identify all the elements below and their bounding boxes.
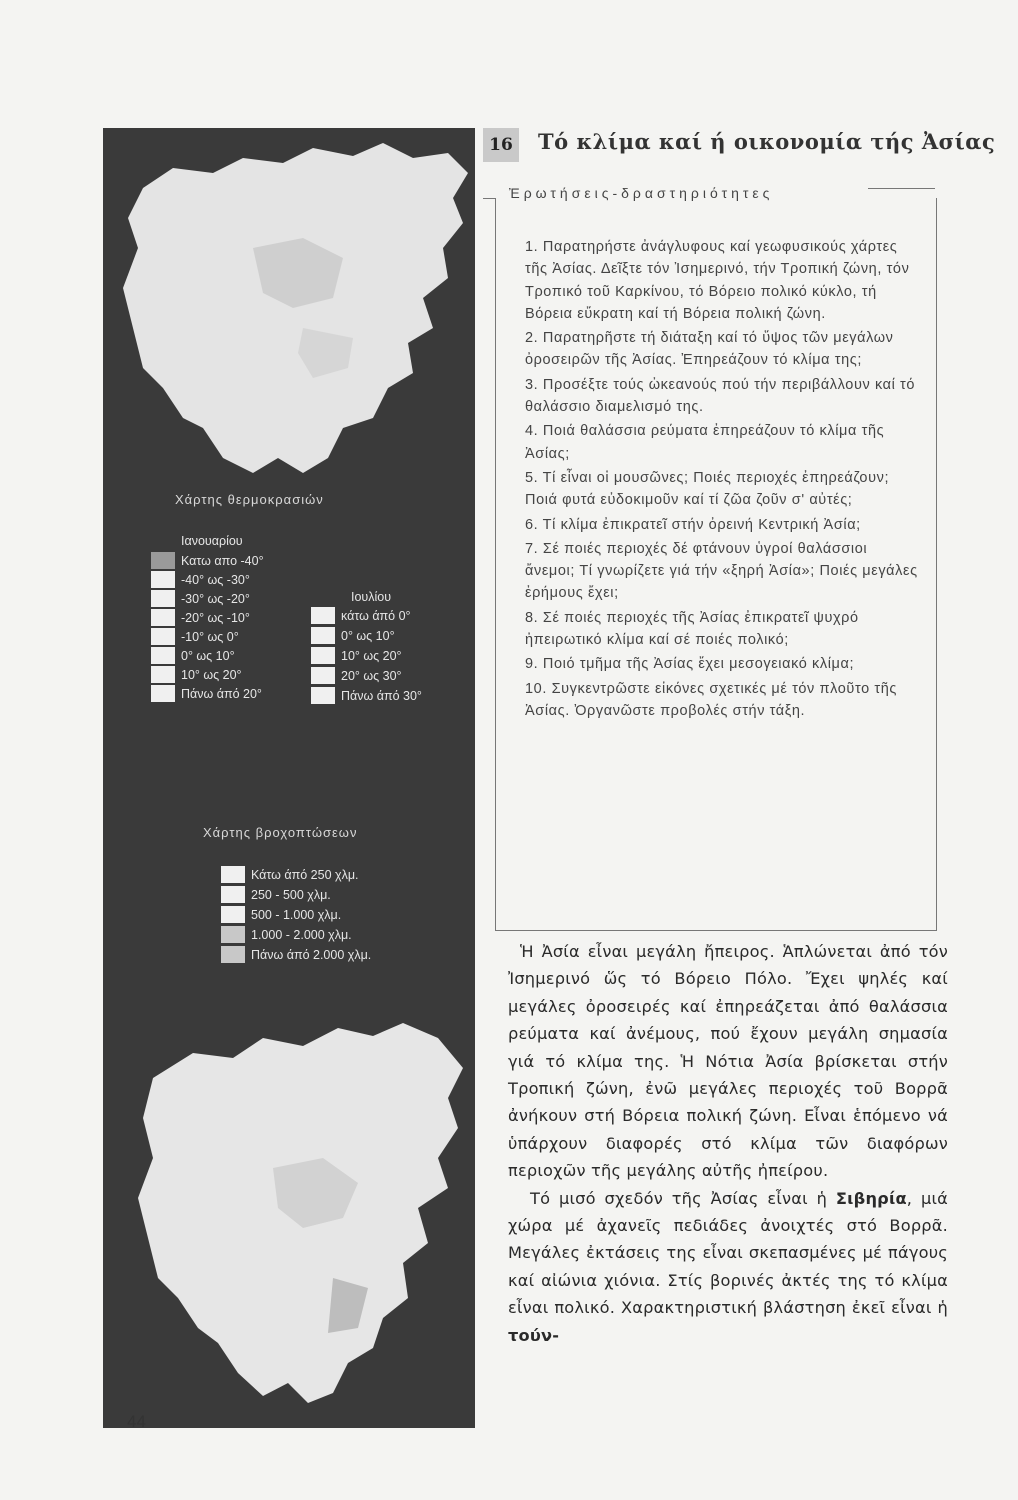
- question-item: 4. Ποιά θαλάσσια ρεύματα ἐπηρεάζουν τό κλίμα τῆς Ἀσίας;: [525, 423, 885, 462]
- question-item: 8. Σέ ποιές περιοχές τῆς Ἀσίας ἐπικρατεῖ ψυχρό ἠπειρωτικό κλίμα καί σέ ποιές πολικό;: [525, 609, 859, 649]
- january-legend-item: -40° ως -30°: [151, 571, 250, 588]
- bold-term: τούν-: [508, 1325, 560, 1345]
- legend-swatch: [311, 667, 335, 684]
- lesson-number: 16: [483, 128, 519, 162]
- july-legend-item: 20° ως 30°: [311, 667, 402, 684]
- question-item: 3. Προσέξτε τούς ὠκεανούς πού τήν περιβάλλουν καί τό θαλάσσιο διαμελισμό της.: [525, 376, 916, 416]
- rainfall-legend-item: 500 - 1.000 χλμ.: [221, 906, 341, 923]
- bold-term: Σιβηρία: [835, 1188, 907, 1208]
- question-item: 5. Τί εἶναι οἱ μουσῶνες; Ποιές περιοχές ἐπηρεάζουν; Ποιά φυτά εὐδοκιμοῦν καί τί ζῶα ζοῦν σ' αὐτές;: [525, 469, 890, 509]
- body-paragraph: Τό μισό σχεδόν τῆς Ἀσίας εἶναι ἡ Σιβηρία, μιά χώρα μέ ἀχανεῖς πεδιάδες ἀνοιχτές στό Βορρᾶ. Μεγάλες ἐκτάσεις της εἶναι σκεπασμένες μέ πάγους καί αἰώνια χιόνια. Στίς βορινές ἀκτές της τό κλίμα εἶναι πολικό. Χαρακτηριστική βλάστηση ἐκεῖ εἶναι ἡ τούν-: [508, 1188, 948, 1345]
- legend-swatch: [151, 590, 175, 607]
- july-legend-title: Ιουλίου: [351, 590, 392, 604]
- legend-swatch: [151, 666, 175, 683]
- january-legend-item: -10° ως 0°: [151, 628, 239, 645]
- rainfall-legend-item: 1.000 - 2.000 χλμ.: [221, 926, 352, 943]
- legend-swatch: [221, 906, 245, 923]
- legend-swatch: [151, 647, 175, 664]
- legend-swatch: [311, 627, 335, 644]
- question-item: 2. Παρατηρῆστε τή διάταξη καί τό ὕψος τῶν μεγάλων ὀροσειρῶν τῆς Ἀσίας. Ἐπηρεάζουν τό κλίμα της;: [525, 330, 894, 369]
- legend-swatch: [151, 628, 175, 645]
- question-item: 10. Συγκεντρῶστε εἰκόνες σχετικές μέ τόν πλοῦτο τῆς Ἀσίας. Ὀργανῶστε προβολές στήν τάξη.: [525, 680, 897, 719]
- july-legend-item: 0° ως 10°: [311, 627, 395, 644]
- rainfall-legend-item: Πάνω άπό 2.000 χλμ.: [221, 946, 371, 963]
- questions-list: [525, 236, 920, 724]
- page-number: 44: [127, 1412, 146, 1431]
- questions-box-top-right-rule: [868, 188, 935, 189]
- january-legend-item: Κατω απο -40°: [151, 552, 264, 569]
- january-legend-title: Ιανουαρίου: [181, 534, 243, 548]
- legend-swatch: [151, 552, 175, 569]
- question-item: 7. Σέ ποιές περιοχές δέ φτάνουν ὑγροί θαλάσσιοι ἄνεμοι; Τί γνωρίζετε γιά τήν «ξηρή Ἀσία»; Ποιές μεγάλες ἐρήμους ἔχει;: [525, 540, 918, 602]
- january-legend-item: -20° ως -10°: [151, 609, 250, 626]
- page-title: Τό κλίμα καί ή οικονομία τής Ἀσίας: [538, 129, 996, 154]
- legend-swatch: [311, 607, 335, 624]
- july-legend-item: κάτω άπό 0°: [311, 607, 411, 624]
- question-item: 6. Τί κλίμα ἐπικρατεῖ στήν ὀρεινή Κεντρική Ἀσία;: [525, 516, 861, 533]
- legend-swatch: [221, 866, 245, 883]
- temperature-map-caption: Χάρτης θερμοκρασιών: [175, 492, 324, 507]
- rainfall-legend-item: 250 - 500 χλμ.: [221, 886, 331, 903]
- january-legend-item: 0° ως 10°: [151, 647, 235, 664]
- legend-swatch: [151, 571, 175, 588]
- body-text: [508, 938, 948, 1349]
- questions-heading: Ἐρωτήσεις-δραστηριότητες: [505, 185, 777, 201]
- body-paragraph: Ἡ Ἀσία εἶναι μεγάλη ἤπειρος. Ἁπλώνεται ἀπό τόν Ἰσημερινό ὥς τό Βόρειο Πόλο. Ἔχει ψηλές καί μεγάλες ὀροσειρές καί ἐπηρεάζεται ἀπό θαλάσσια ρεύματα καί ἀνέμους, πού ἔχουν μεγάλη σημασία γιά τό κλίμα της. Ἡ Νότια Ἀσία βρίσκεται στήν Τροπική ζώνη, ἐνῶ μεγάλες περιοχές τοῦ Βορρᾶ ἀνήκουν στή Βόρεια πολική ζώνη. Εἶναι ἑπόμενο νά ὑπάρχουν διαφορές στό κλίμα τῶν διαφόρων περιοχῶν τῆς μεγάλης αὐτῆς ἠπείρου.: [508, 942, 948, 1181]
- legend-swatch: [311, 687, 335, 704]
- rainfall-legend-item: Κάτω άπό 250 χλμ.: [221, 866, 359, 883]
- july-legend-item: Πάνω άπό 30°: [311, 687, 422, 704]
- january-legend-item: Πάνω άπό 20°: [151, 685, 262, 702]
- legend-swatch: [221, 946, 245, 963]
- january-legend-item: -30° ως -20°: [151, 590, 250, 607]
- map-column: [103, 128, 475, 1428]
- legend-swatch: [311, 647, 335, 664]
- legend-swatch: [221, 886, 245, 903]
- question-item: 9. Ποιό τμῆμα τῆς Ἀσίας ἔχει μεσογειακό κλίμα;: [525, 656, 855, 673]
- legend-swatch: [221, 926, 245, 943]
- asia-rainfall-map: [103, 998, 475, 1428]
- question-item: 1. Παρατηρήστε ἀνάγλυφους καί γεωφυσικούς χάρτες τῆς Ἀσίας. Δεῖξτε τόν Ἰσημερινό, τήν Τροπική ζώνη, τόν Τροπικό τοῦ Καρκίνου, τό Βόρειο πολικό κύκλο, τή Βόρεια εὔκρατη καί τή Βόρεια πολική ζώνη.: [525, 239, 910, 322]
- asia-temperature-map: [103, 128, 475, 508]
- legend-swatch: [151, 609, 175, 626]
- questions-box-top-left-rule: [483, 198, 495, 199]
- january-legend-item: 10° ως 20°: [151, 666, 242, 683]
- july-legend-item: 10° ως 20°: [311, 647, 402, 664]
- rainfall-map-caption: Χάρτης βροχοπτώσεων: [203, 825, 358, 840]
- legend-swatch: [151, 685, 175, 702]
